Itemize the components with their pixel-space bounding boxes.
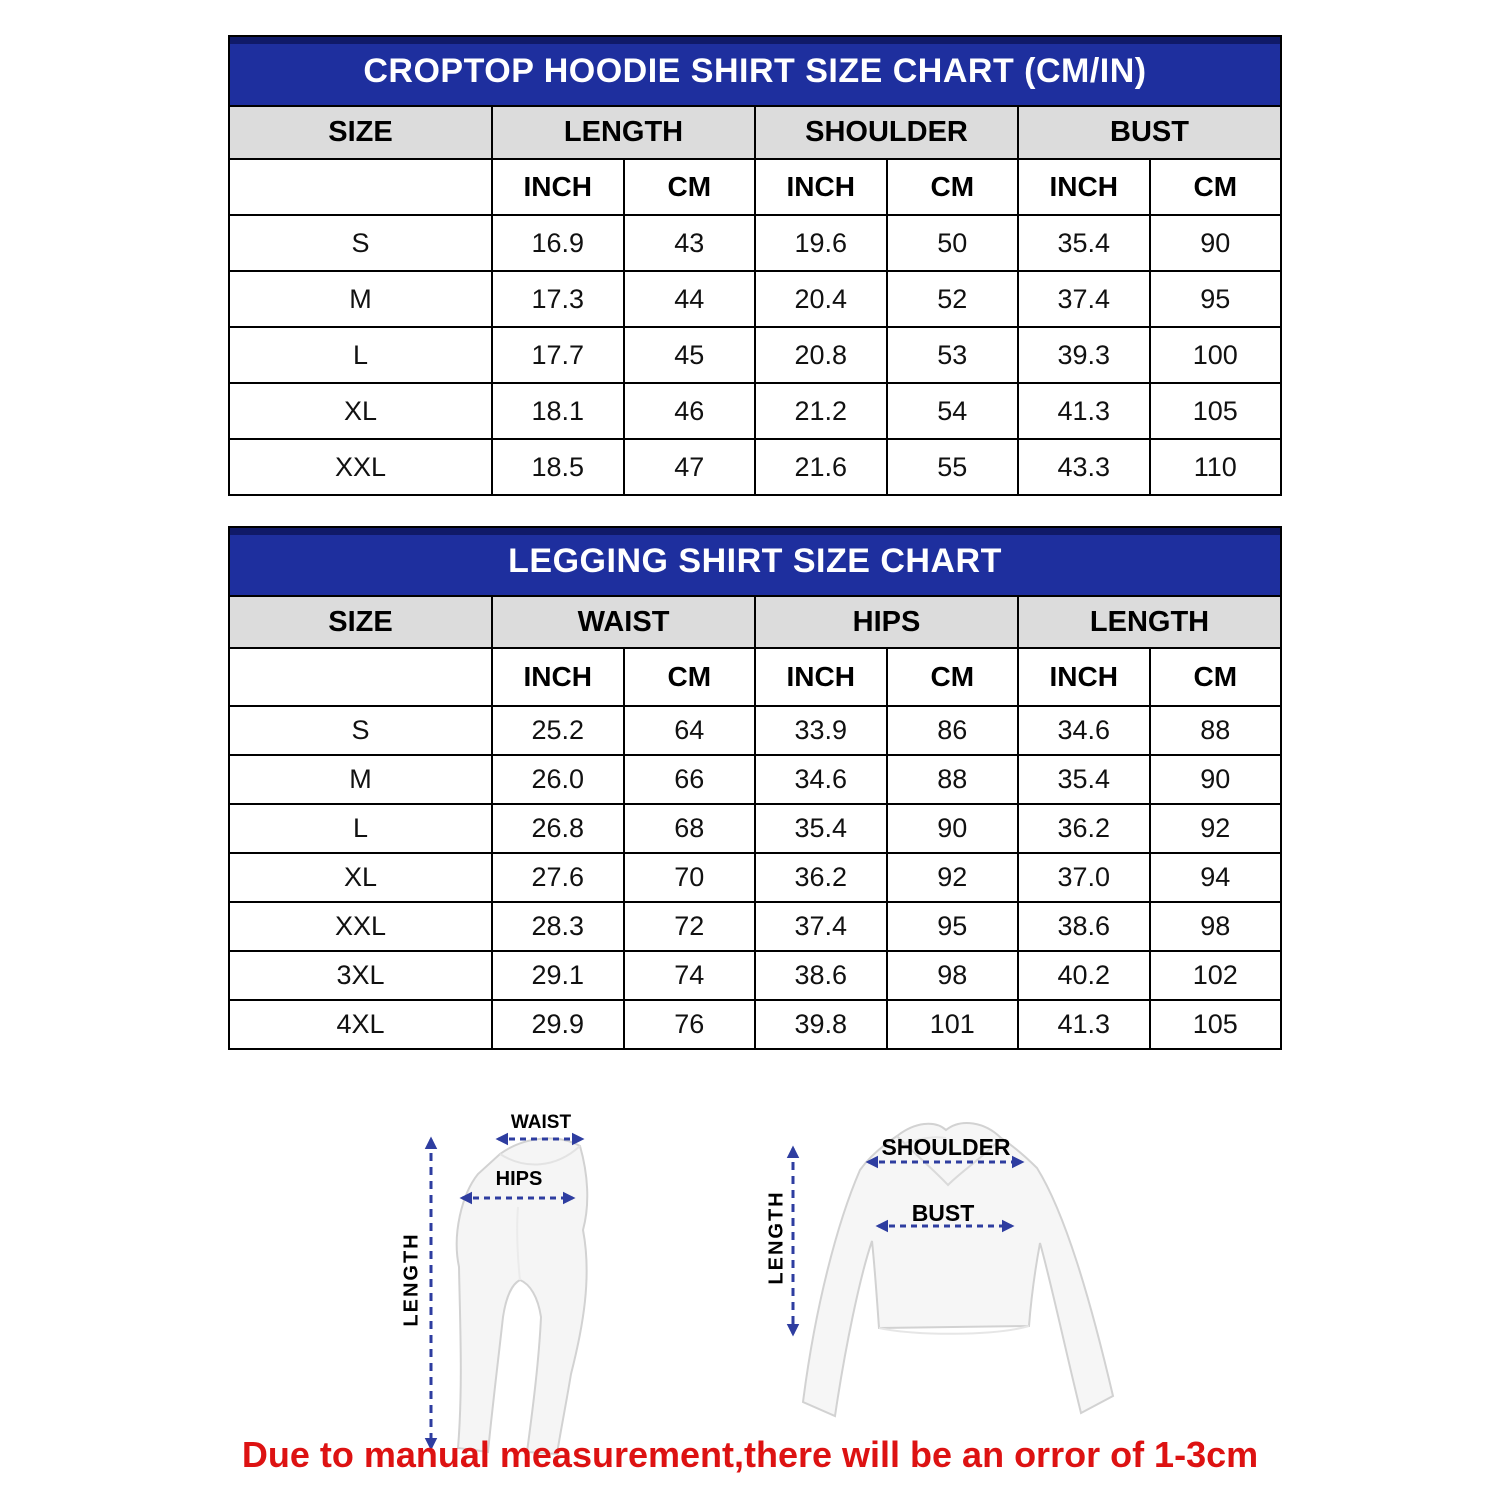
value-cell: 52 [887,271,1019,327]
value-cell: 37.4 [755,902,887,951]
unit-header: INCH [492,159,624,215]
unit-header: CM [624,159,756,215]
value-cell: 18.1 [492,383,624,439]
value-cell: 16.9 [492,215,624,271]
value-cell: 37.4 [1018,271,1150,327]
size-cell: S [229,706,492,755]
value-cell: 90 [1150,755,1282,804]
value-cell: 68 [624,804,756,853]
value-cell: 102 [1150,951,1282,1000]
value-cell: 92 [887,853,1019,902]
value-cell: 101 [887,1000,1019,1049]
table-header-row [229,106,1281,159]
shoulder-label: SHOULDER [881,1134,1011,1160]
value-cell: 35.4 [755,804,887,853]
table-row [229,383,1281,439]
value-cell: 27.6 [492,853,624,902]
size-cell: 3XL [229,951,492,1000]
value-cell: 20.4 [755,271,887,327]
value-cell: 53 [887,327,1019,383]
value-cell: 92 [1150,804,1282,853]
column-header-waist: WAIST [492,596,755,648]
value-cell: 90 [1150,215,1282,271]
unit-header: INCH [755,648,887,706]
unit-header: INCH [1018,159,1150,215]
value-cell: 34.6 [1018,706,1150,755]
table-title-row [229,36,1281,106]
size-cell: M [229,271,492,327]
value-cell: 39.8 [755,1000,887,1049]
value-cell: 41.3 [1018,1000,1150,1049]
value-cell: 21.2 [755,383,887,439]
value-cell: 38.6 [755,951,887,1000]
value-cell: 17.7 [492,327,624,383]
length-label: LENGTH [765,1190,788,1285]
value-cell: 50 [887,215,1019,271]
value-cell: 110 [1150,439,1282,495]
value-cell: 45 [624,327,756,383]
table-title-row [229,527,1281,596]
legging-illustration [340,1112,680,1460]
value-cell: 33.9 [755,706,887,755]
legging-size-table [228,526,1282,1050]
column-header-length: LENGTH [1018,596,1281,648]
value-cell: 44 [624,271,756,327]
value-cell: 41.3 [1018,383,1150,439]
value-cell: 88 [887,755,1019,804]
unit-header: INCH [1018,648,1150,706]
value-cell: 35.4 [1018,755,1150,804]
value-cell: 34.6 [755,755,887,804]
unit-header-row [229,648,1281,706]
value-cell: 100 [1150,327,1282,383]
value-cell: 76 [624,1000,756,1049]
size-cell: L [229,804,492,853]
value-cell: 38.6 [1018,902,1150,951]
size-cell: L [229,327,492,383]
column-header-length: LENGTH [492,106,755,159]
value-cell: 70 [624,853,756,902]
size-cell: M [229,755,492,804]
value-cell: 28.3 [492,902,624,951]
size-cell: XL [229,853,492,902]
value-cell: 46 [624,383,756,439]
value-cell: 36.2 [755,853,887,902]
unit-header: INCH [492,648,624,706]
value-cell: 105 [1150,383,1282,439]
value-cell: 66 [624,755,756,804]
table-row [229,902,1281,951]
value-cell: 105 [1150,1000,1282,1049]
table-row [229,804,1281,853]
waist-label: WAIST [510,1112,572,1133]
value-cell: 36.2 [1018,804,1150,853]
value-cell: 55 [887,439,1019,495]
value-cell: 98 [1150,902,1282,951]
value-cell: 47 [624,439,756,495]
size-cell: XL [229,383,492,439]
size-cell: XXL [229,902,492,951]
table-row [229,271,1281,327]
table-row [229,327,1281,383]
column-header-size: SIZE [229,106,492,159]
unit-header: CM [1150,159,1282,215]
value-cell: 43.3 [1018,439,1150,495]
value-cell: 88 [1150,706,1282,755]
value-cell: 26.0 [492,755,624,804]
measurement-disclaimer: Due to manual measurement,there will be an orror of 1-3cm [241,1434,1259,1475]
value-cell: 37.0 [1018,853,1150,902]
value-cell: 94 [1150,853,1282,902]
value-cell: 26.8 [492,804,624,853]
value-cell: 29.1 [492,951,624,1000]
unit-header: CM [887,648,1019,706]
column-header-size: SIZE [229,596,492,648]
unit-header: INCH [755,159,887,215]
croptop-hoodie-size-table [228,35,1282,496]
value-cell: 86 [887,706,1019,755]
value-cell: 74 [624,951,756,1000]
column-header-shoulder: SHOULDER [755,106,1018,159]
table-row [229,853,1281,902]
column-header-bust: BUST [1018,106,1281,159]
value-cell: 95 [1150,271,1282,327]
value-cell: 18.5 [492,439,624,495]
hoodie-measurement-diagram [745,1108,1175,1460]
size-cell: S [229,215,492,271]
value-cell: 29.9 [492,1000,624,1049]
value-cell: 98 [887,951,1019,1000]
unit-header: CM [887,159,1019,215]
table-header-row [229,596,1281,648]
unit-header: CM [1150,648,1282,706]
hips-label: HIPS [495,1168,543,1190]
value-cell: 72 [624,902,756,951]
size-cell: 4XL [229,1000,492,1049]
unit-header: CM [624,648,756,706]
table-row [229,439,1281,495]
table-row [229,1000,1281,1049]
table-row [229,951,1281,1000]
hoodie-drawing [803,1123,1113,1416]
value-cell: 43 [624,215,756,271]
column-header-hips: HIPS [755,596,1018,648]
value-cell: 20.8 [755,327,887,383]
value-cell: 90 [887,804,1019,853]
table-row [229,755,1281,804]
unit-header-blank [229,159,492,215]
value-cell: 54 [887,383,1019,439]
value-cell: 35.4 [1018,215,1150,271]
value-cell: 95 [887,902,1019,951]
legging-measurement-diagram [340,1112,680,1460]
value-cell: 25.2 [492,706,624,755]
croptop-table-title: CROPTOP HOODIE SHIRT SIZE CHART (CM/IN) [229,36,1281,106]
legging-table-title: LEGGING SHIRT SIZE CHART [229,527,1281,596]
value-cell: 40.2 [1018,951,1150,1000]
unit-header-blank [229,648,492,706]
unit-header-row [229,159,1281,215]
table-row [229,706,1281,755]
value-cell: 64 [624,706,756,755]
size-cell: XXL [229,439,492,495]
table-row [229,215,1281,271]
length-label: LENGTH [400,1232,423,1327]
value-cell: 39.3 [1018,327,1150,383]
value-cell: 19.6 [755,215,887,271]
bust-label: BUST [911,1200,975,1226]
value-cell: 17.3 [492,271,624,327]
value-cell: 21.6 [755,439,887,495]
